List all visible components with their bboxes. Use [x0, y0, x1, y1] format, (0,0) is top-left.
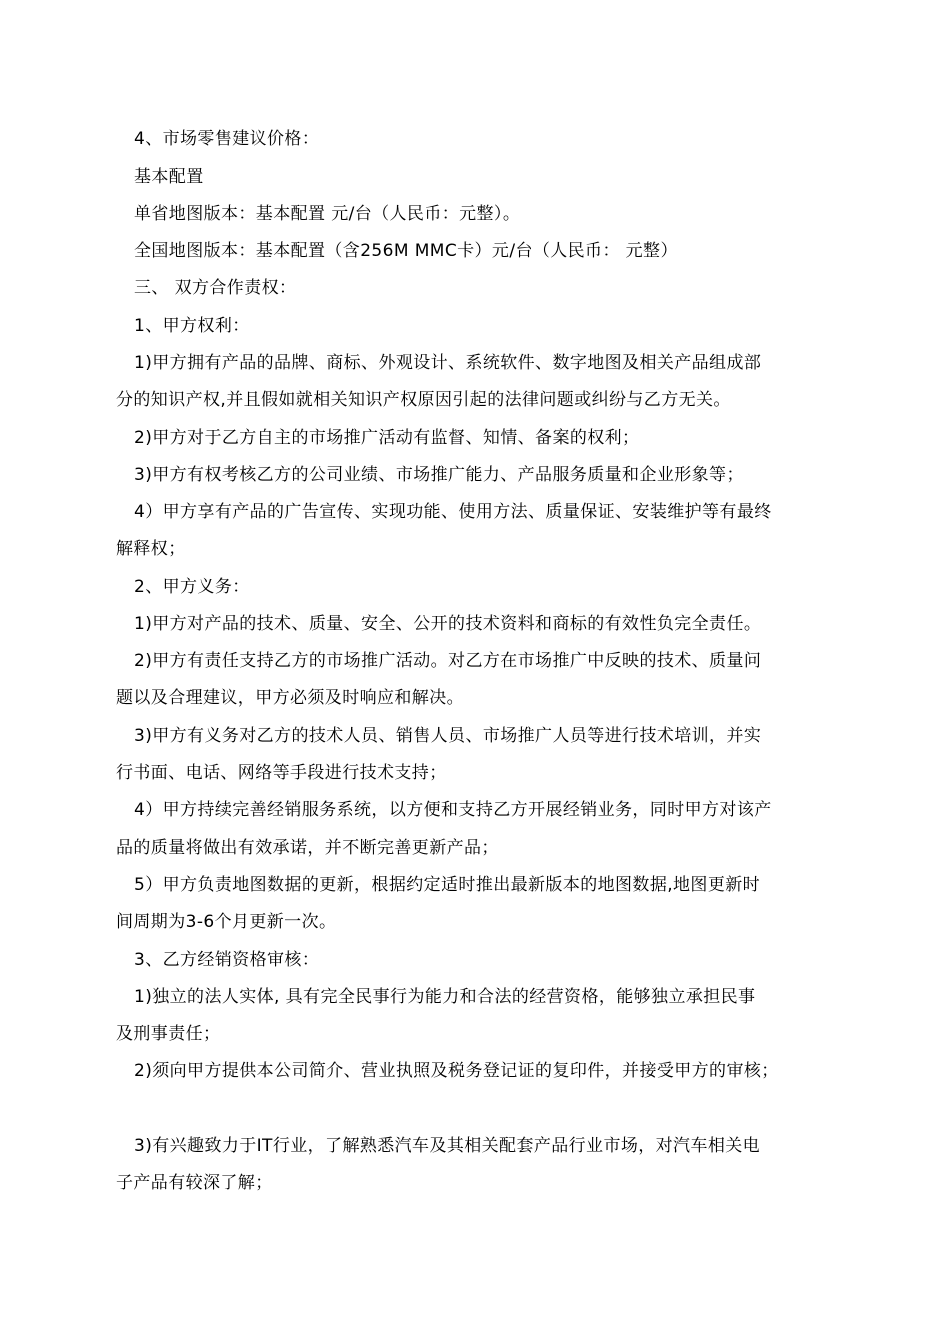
basic-config-label: 基本配置 — [134, 167, 204, 187]
duties-item-4-line-2: 品的质量将做出有效承诺，并不断完善更新产品； — [116, 838, 499, 858]
rights-item-4-line-1: 4）甲方享有产品的广告宣传、实现功能、使用方法、质量保证、安装维护等有最终 — [134, 502, 772, 522]
party-a-duties-heading: 2、甲方义务： — [134, 577, 250, 597]
rights-item-2: 2)甲方对于乙方自主的市场推广活动有监督、知情、备案的权利； — [134, 428, 640, 448]
single-province-price: 单省地图版本：基本配置 元/台（人民币：元整）。 — [134, 204, 521, 224]
qualification-item-3-line-2: 子产品有较深了解； — [116, 1173, 273, 1193]
qualification-item-1-line-1: 1)独立的法人实体, 具有完全民事行为能力和合法的经营资格，能够独立承担民事 — [134, 987, 756, 1007]
party-b-qualification-heading: 3、乙方经销资格审核： — [134, 950, 320, 970]
duties-item-3-line-1: 3)甲方有义务对乙方的技术人员、销售人员、市场推广人员等进行技术培训，并实 — [134, 726, 762, 746]
duties-item-5-line-2: 间周期为3-6个月更新一次。 — [116, 912, 337, 932]
qualification-item-2: 2)须向甲方提供本公司简介、营业执照及税务登记证的复印件，并接受甲方的审核； — [134, 1061, 779, 1081]
rights-item-3: 3)甲方有权考核乙方的公司业绩、市场推广能力、产品服务质量和企业形象等； — [134, 465, 744, 485]
qualification-item-1-line-2: 及刑事责任； — [116, 1024, 221, 1044]
duties-item-3-line-2: 行书面、电话、网络等手段进行技术支持； — [116, 763, 447, 783]
rights-item-1-line-2: 分的知识产权,并且假如就相关知识产权原因引起的法律问题或纠纷与乙方无关。 — [116, 390, 731, 410]
duties-item-1: 1)甲方对产品的技术、质量、安全、公开的技术资料和商标的有效性负完全责任。 — [134, 614, 762, 634]
duties-item-2-line-1: 2)甲方有责任支持乙方的市场推广活动。对乙方在市场推广中反映的技术、质量问 — [134, 651, 762, 671]
section-4-heading: 4、市场零售建议价格： — [134, 129, 320, 149]
duties-item-2-line-2: 题以及合理建议，甲方必须及时响应和解决。 — [116, 688, 464, 708]
duties-item-5-line-1: 5）甲方负责地图数据的更新，根据约定适时推出最新版本的地图数据,地图更新时 — [134, 875, 761, 895]
rights-item-1-line-1: 1)甲方拥有产品的品牌、商标、外观设计、系统软件、数字地图及相关产品组成部 — [134, 353, 762, 373]
qualification-item-3-line-1: 3)有兴趣致力于IT行业，了解熟悉汽车及其相关配套产品行业市场，对汽车相关电 — [134, 1136, 761, 1156]
national-price: 全国地图版本：基本配置（含256M MMC卡）元/台（人民币： 元整） — [134, 241, 678, 261]
section-three-heading: 三、 双方合作责权： — [134, 278, 297, 298]
party-a-rights-heading: 1、甲方权利： — [134, 316, 250, 336]
rights-item-4-line-2: 解释权； — [116, 539, 186, 559]
duties-item-4-line-1: 4）甲方持续完善经销服务系统，以方便和支持乙方开展经销业务，同时甲方对该产 — [134, 800, 772, 820]
